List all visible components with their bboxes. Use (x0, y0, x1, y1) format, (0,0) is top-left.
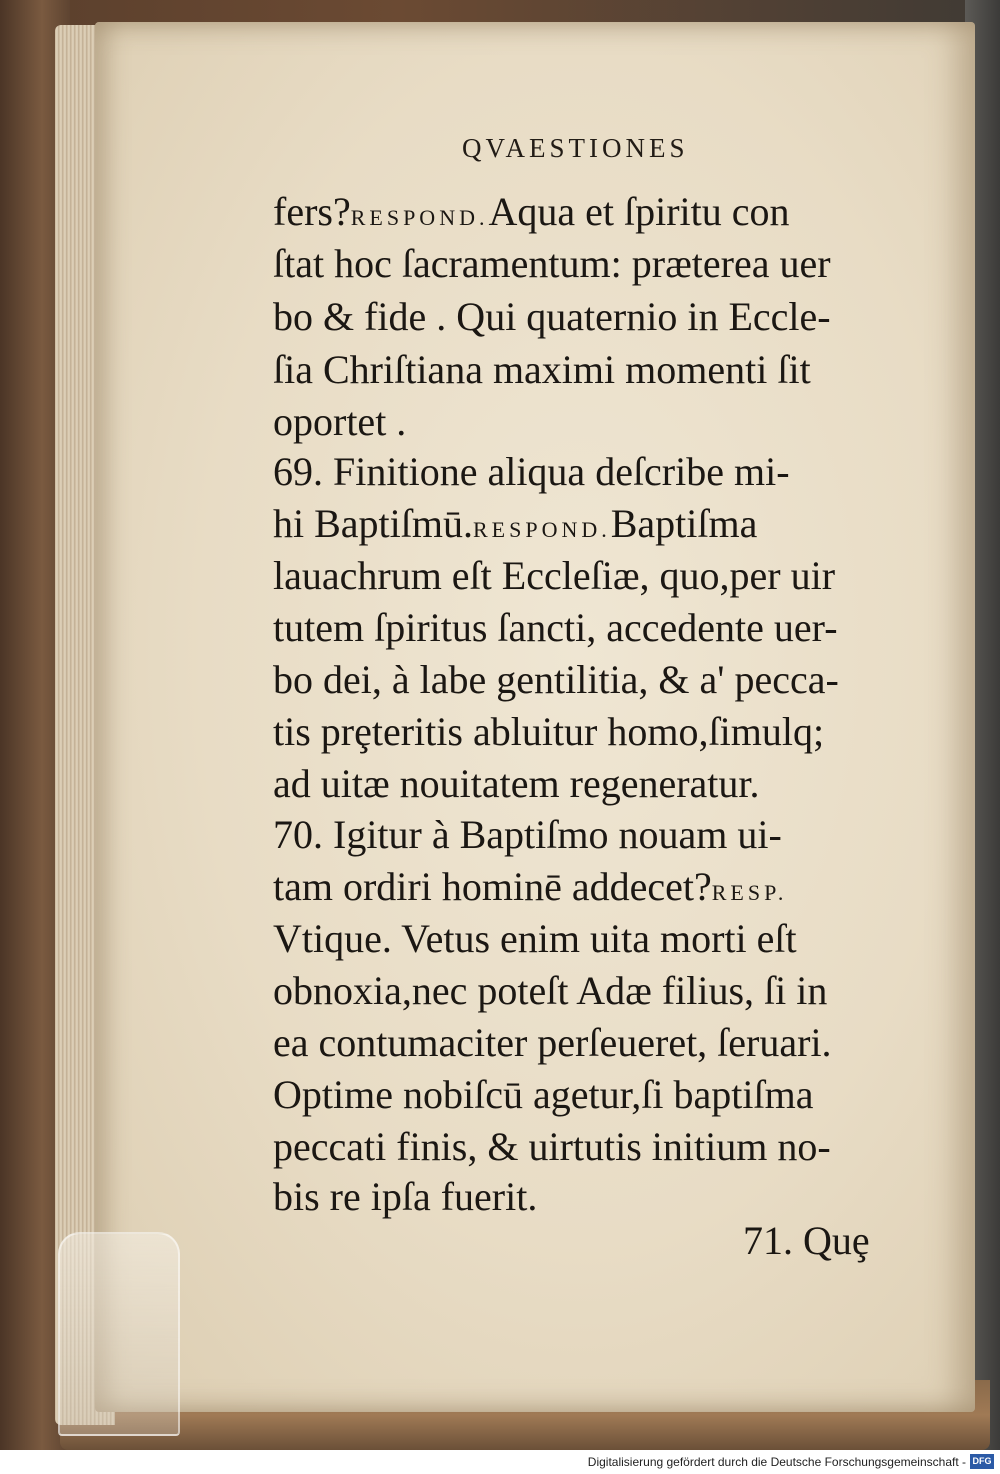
text-line: ea contumaciter perſeueret, ſeruari. (273, 1020, 832, 1065)
running-head: QVAESTIONES (462, 133, 689, 163)
text-line: ſia Chriſtiana maximi momenti ſit (273, 347, 811, 392)
text-line: 70. Igitur à Baptiſmo nouam ui- (273, 812, 782, 857)
text-line: 69. Finitione aliqua deſcribe mi- (273, 449, 790, 494)
text-line: hi Baptiſmū.RESPOND.Baptiſma (273, 501, 758, 546)
text-line: fers?RESPOND.Aqua et ſpiritu con (273, 189, 790, 234)
text-line: tam ordiri hominē addecet?RESP. (273, 864, 788, 909)
text-line: bo & fide . Qui quaternio in Eccle- (273, 294, 831, 339)
text-line: obnoxia,nec poteſt Adæ filius, ſi in (273, 968, 828, 1013)
text-line: peccati finis, & uirtutis initium no- (273, 1124, 831, 1169)
text-line: tutem ſpiritus ſancti, accedente uer- (273, 605, 838, 650)
footer-bar (0, 1450, 1000, 1474)
text-line: Optime nobiſcū agetur,ſi baptiſma (273, 1072, 814, 1117)
text-line: oportet . (273, 399, 407, 444)
text-line: Vtique. Vetus enim uita morti eſt (273, 916, 797, 961)
text-line: bo dei, à labe gentilitia, & a' pecca- (273, 657, 839, 702)
page-corner-fold (58, 1232, 180, 1436)
catchword: 71. Quȩ (743, 1218, 870, 1263)
footer-credit: Digitalisierung gefördert durch die Deutsche Forschungsgemeinschaft - (587, 1455, 966, 1469)
text-line: tis prȩteritis abluitur homo,ſimulq; (273, 709, 825, 754)
dfg-logo: DFG (970, 1454, 994, 1469)
text-line: ſtat hoc ſacramentum: præterea uer (273, 241, 831, 286)
text-line: bis re ipſa fuerit. (273, 1174, 538, 1219)
text-line: lauachrum eſt Eccleſiæ, quo,per uir (273, 553, 836, 598)
text-line: ad uitæ nouitatem regeneratur. (273, 761, 760, 806)
